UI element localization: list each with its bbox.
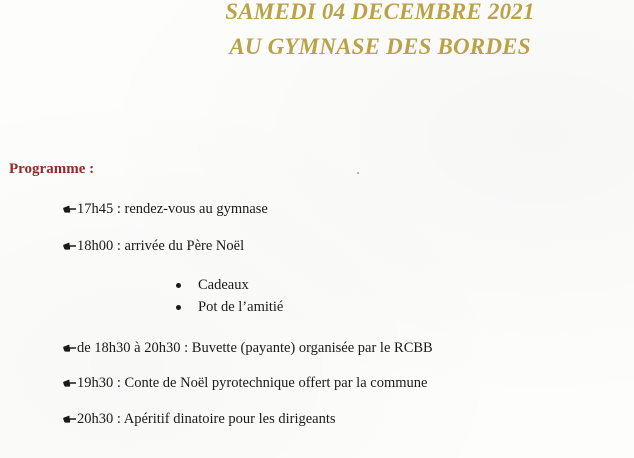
event-venue-heading: AU GYMNASE DES BORDES — [229, 34, 531, 59]
sub-list-item — [176, 300, 283, 315]
pointing-hand-icon — [63, 344, 76, 352]
sub-list-item-text: Cadeaux — [198, 277, 249, 293]
programme-item-text: 18h00 : arrivée du Père Noël — [77, 238, 245, 254]
programme-item-text: de 18h30 à 20h30 : Buvette (payante) organisée par le RCBB — [77, 340, 433, 356]
programme-item — [63, 341, 433, 356]
sub-list-item — [176, 278, 249, 293]
pointing-hand-icon — [63, 205, 76, 213]
programme-item-text: 17h45 : rendez-vous au gymnase — [77, 201, 268, 217]
programme-label: Programme : — [9, 161, 95, 177]
sub-list-item-text: Pot de l’amitié — [198, 299, 284, 315]
bullet-dot-icon — [176, 283, 181, 288]
programme-item — [63, 239, 244, 254]
programme-item — [63, 202, 268, 217]
programme-item — [63, 376, 427, 391]
programme-item — [63, 412, 336, 427]
scan-speck — [357, 172, 359, 174]
pointing-hand-icon — [63, 242, 76, 250]
programme-item-text: 19h30 : Conte de Noël pyrotechnique offert par la commune — [77, 375, 428, 391]
bullet-dot-icon — [176, 305, 181, 310]
pointing-hand-icon — [63, 415, 76, 423]
pointing-hand-icon — [63, 379, 76, 387]
event-date-heading: SAMEDI 04 DECEMBRE 2021 — [225, 0, 535, 24]
programme-item-text: 20h30 : Apéritif dinatoire pour les dirigeants — [77, 411, 336, 427]
